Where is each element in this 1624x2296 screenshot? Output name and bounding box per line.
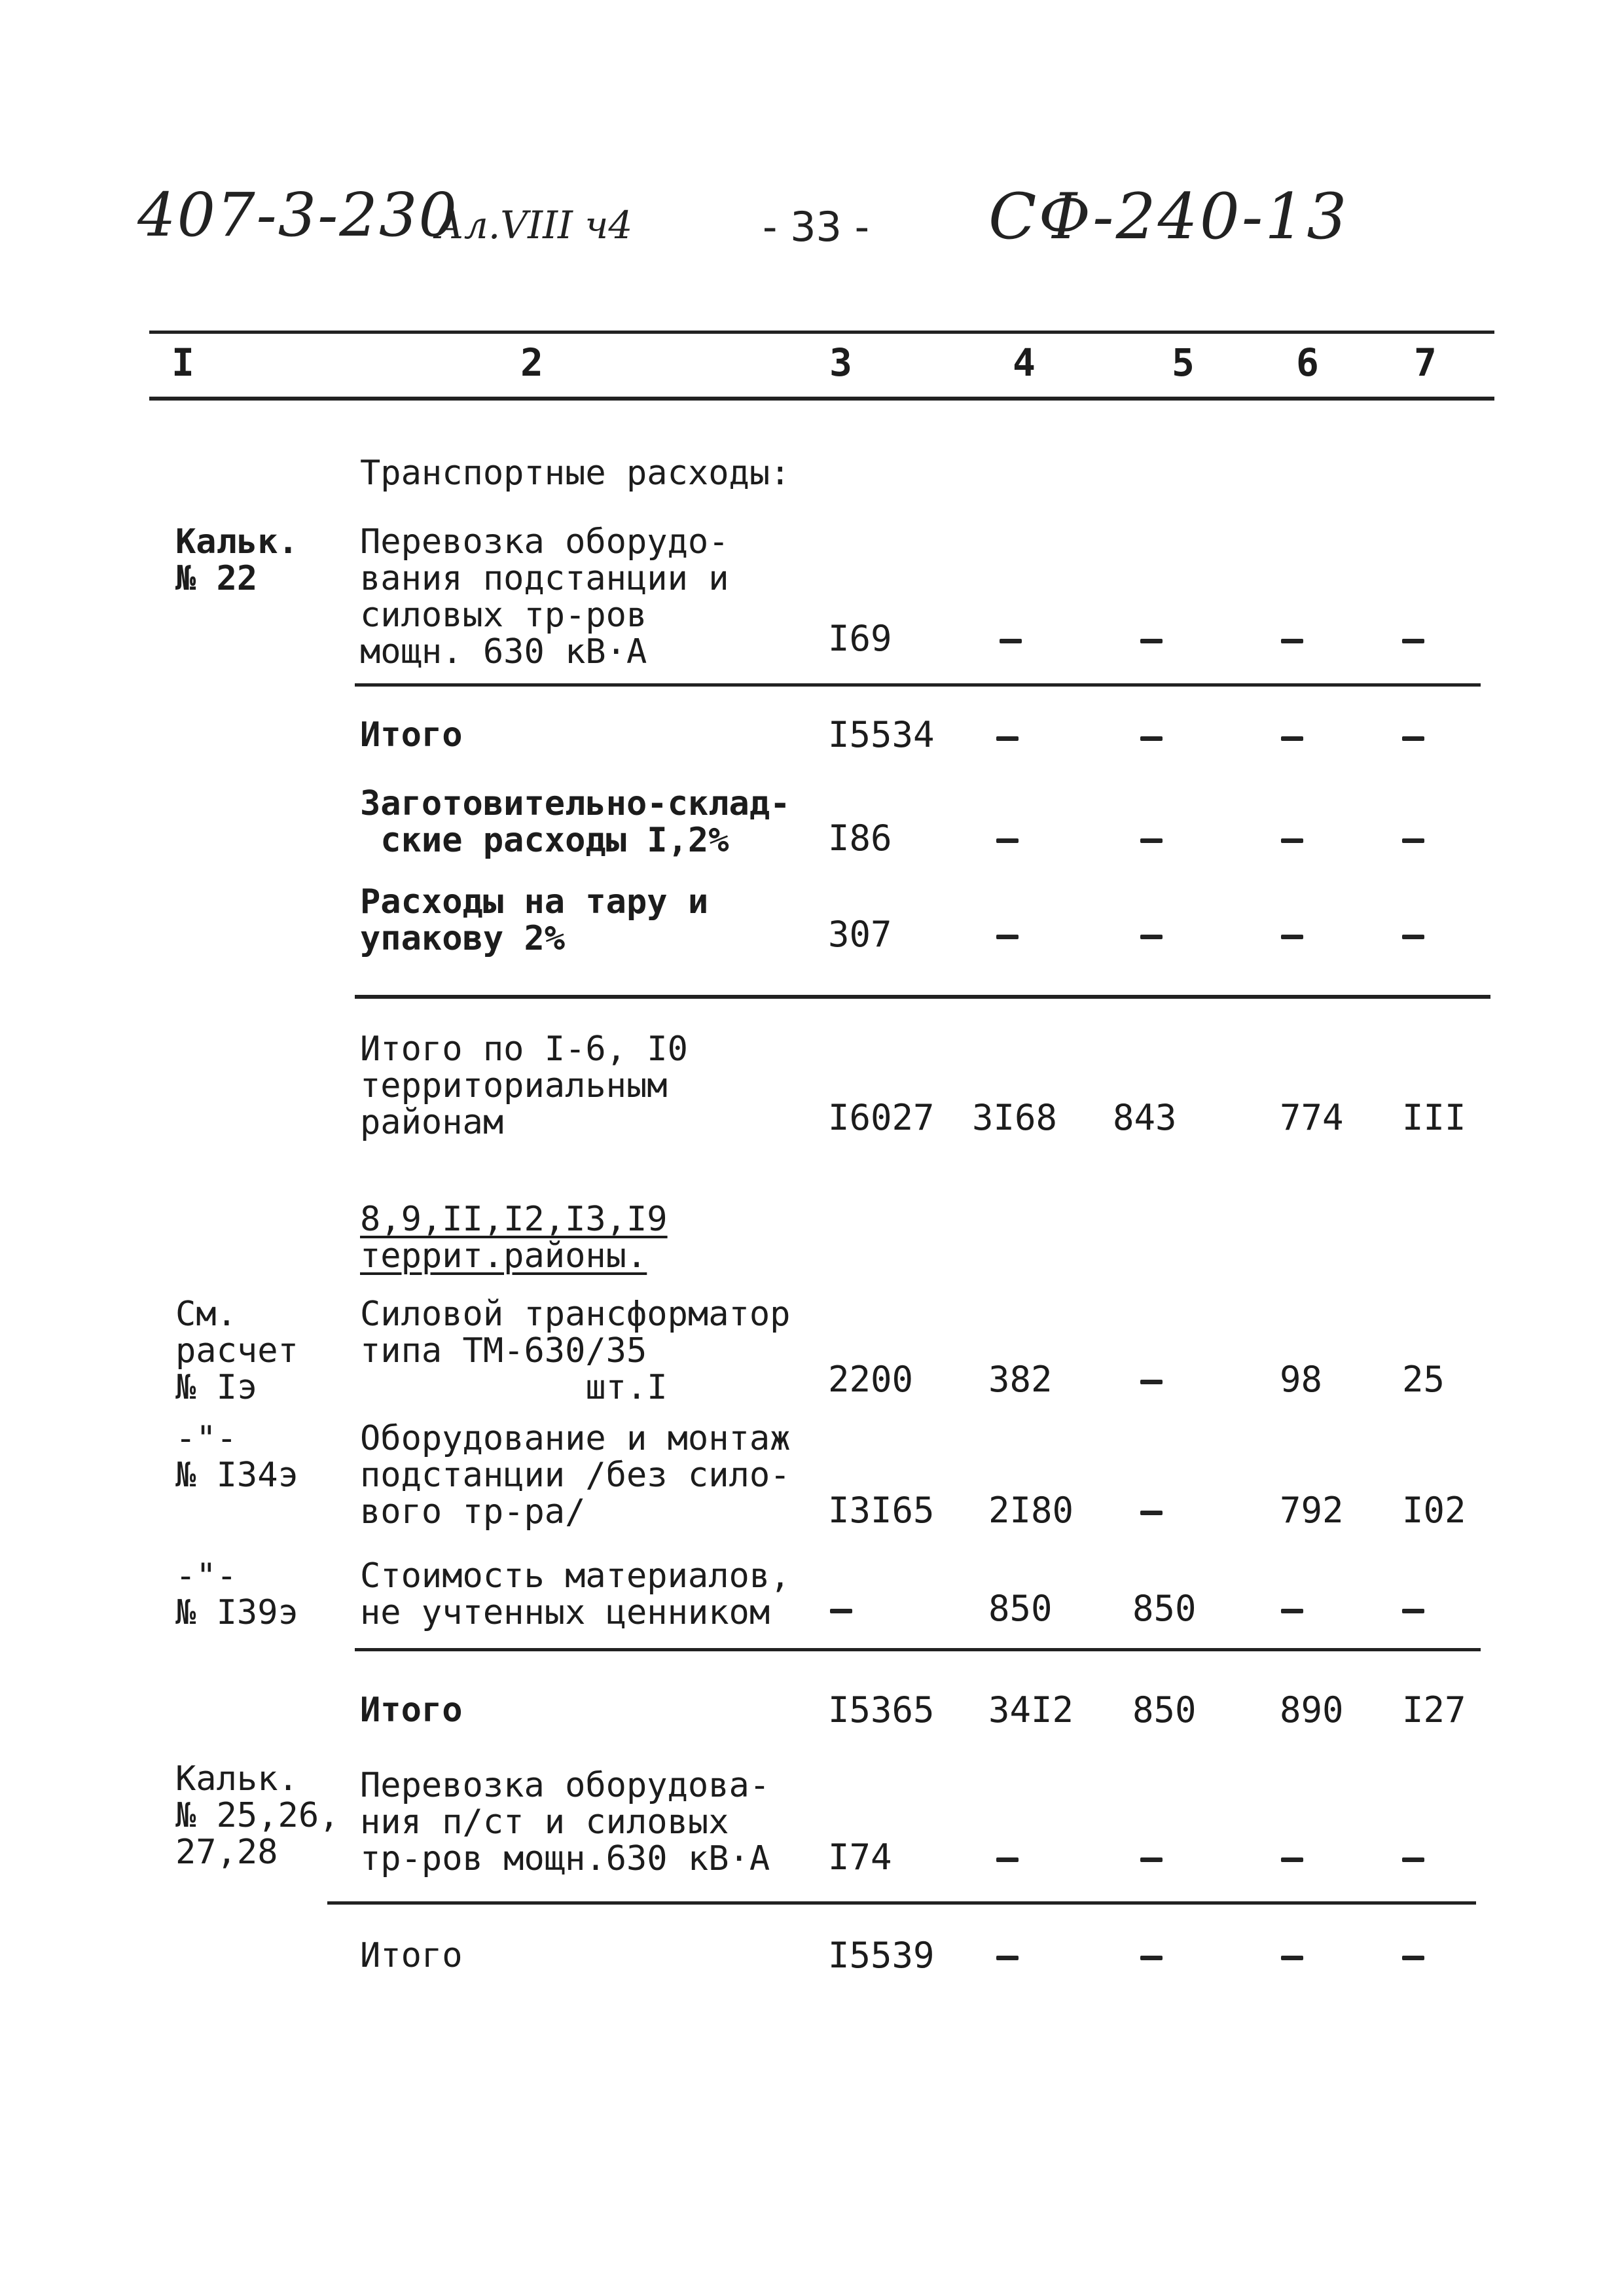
subtotal-rule	[355, 683, 1481, 687]
cell-col7: I02	[1402, 1490, 1466, 1531]
cell-col6: 890	[1280, 1689, 1344, 1731]
row-description: Силовой трансформатор типа ТМ-630/35 шт.I	[360, 1295, 791, 1407]
cell-col4-dash	[996, 736, 1019, 741]
cell-col5-dash	[1140, 1511, 1163, 1515]
cell-col6-dash	[1281, 1956, 1303, 1960]
cell-col6-dash	[1281, 1609, 1303, 1613]
row-description: Перевозка оборудо- вания подстанции и силовых тр-ров мощн. 630 кВ·А	[360, 522, 729, 672]
column-header-6: 6	[1296, 340, 1319, 385]
cell-col4-dash	[996, 935, 1019, 939]
cell-col4: 382	[988, 1359, 1053, 1400]
subtotal-rule	[327, 1901, 1476, 1905]
cell-col7-dash	[1402, 935, 1424, 939]
cell-col7-dash	[1402, 1609, 1424, 1613]
cell-col5-dash	[1140, 1956, 1163, 1960]
cell-col4: 2I80	[988, 1490, 1074, 1531]
cell-col5-dash	[1140, 1380, 1163, 1384]
row-reference: -"- № I34э	[175, 1419, 298, 1495]
cell-col7: I27	[1402, 1689, 1466, 1731]
cell-col4: 34I2	[988, 1689, 1074, 1731]
row-description: Заготовительно-склад- ские расходы I,2%	[360, 784, 791, 860]
subtotal-rule	[355, 995, 1490, 999]
row-description: Итого по I-6, I0 территориальным районам	[360, 1030, 688, 1142]
cell-col4-dash	[996, 1956, 1019, 1960]
cell-col7-dash	[1402, 1857, 1424, 1862]
row-description: Итого	[360, 1936, 463, 1975]
column-header-1: I	[171, 340, 194, 385]
section-title-transport: Транспортные расходы:	[360, 454, 791, 493]
cell-col7: 25	[1402, 1359, 1445, 1400]
document-code: 407-3-230	[137, 180, 458, 250]
cell-col5-dash	[1140, 736, 1163, 741]
cell-col6: 792	[1280, 1490, 1344, 1531]
row-reference: См. расчет № Iэ	[175, 1295, 298, 1407]
column-header-2: 2	[520, 340, 543, 385]
row-reference: Кальк. № 25,26, 27,28	[175, 1759, 340, 1872]
cell-col6: 774	[1280, 1097, 1344, 1138]
cell-col7-dash	[1402, 736, 1424, 741]
cell-col3: I6027	[828, 1097, 935, 1138]
row-reference: Кальк. № 22	[175, 522, 298, 598]
sheet-reference: Ал.VIII ч4	[435, 203, 633, 247]
cell-col4-dash	[1000, 639, 1022, 643]
cell-col3-dash	[830, 1609, 852, 1613]
page-number: - 33 -	[763, 203, 870, 251]
cell-col5: 843	[1113, 1097, 1177, 1138]
cell-col4: 3I68	[972, 1097, 1058, 1138]
cell-col5-dash	[1140, 838, 1163, 843]
cell-col3: I74	[828, 1837, 892, 1878]
cell-col3: 307	[828, 914, 892, 955]
row-description: Стоимость материалов, не учтенных ценником	[360, 1556, 791, 1632]
cell-col3: I86	[828, 817, 892, 859]
cell-col3: I5365	[828, 1689, 935, 1731]
row-description: Оборудование и монтаж подстанции /без сило- вого тр-ра/	[360, 1419, 791, 1532]
cell-col3: I69	[828, 618, 892, 659]
cell-col4-dash	[996, 1857, 1019, 1862]
cell-col6: 98	[1280, 1359, 1323, 1400]
cell-col5-dash	[1140, 639, 1163, 643]
row-reference: -"- № I39э	[175, 1556, 298, 1632]
cell-col4: 850	[988, 1588, 1053, 1629]
table-header-rule	[149, 397, 1494, 401]
cell-col4-dash	[996, 838, 1019, 843]
cell-col3: I3I65	[828, 1490, 935, 1531]
cell-col6-dash	[1281, 935, 1303, 939]
cell-col5-dash	[1140, 935, 1163, 939]
column-header-5: 5	[1172, 340, 1195, 385]
cell-col3: I5534	[828, 714, 935, 755]
row-description: Расходы на тару и упакову 2%	[360, 882, 709, 958]
table-top-rule	[149, 331, 1494, 334]
document-designation: СФ-240-13	[988, 180, 1349, 253]
cell-col6-dash	[1281, 1857, 1303, 1862]
row-description: Итого	[360, 1691, 463, 1730]
cell-col5: 850	[1132, 1588, 1197, 1629]
column-header-7: 7	[1414, 340, 1437, 385]
cell-col7-dash	[1402, 639, 1424, 643]
cell-col6-dash	[1281, 639, 1303, 643]
cell-col6-dash	[1281, 838, 1303, 843]
row-description: Перевозка оборудова- ния п/ст и силовых тр-ров мощн.630 кВ·А	[360, 1766, 770, 1878]
column-header-3: 3	[829, 340, 852, 385]
cell-col3: I5539	[828, 1935, 935, 1976]
section-subtitle-districts: 8,9,II,I2,I3,I9 террит.районы.	[360, 1200, 668, 1276]
cell-col6-dash	[1281, 736, 1303, 741]
column-header-4: 4	[1013, 340, 1036, 385]
cell-col7: III	[1402, 1097, 1466, 1138]
row-description: Итого	[360, 715, 463, 755]
cell-col7-dash	[1402, 838, 1424, 843]
cell-col7-dash	[1402, 1956, 1424, 1960]
cell-col5-dash	[1140, 1857, 1163, 1862]
subtotal-rule	[355, 1648, 1481, 1651]
cell-col5: 850	[1132, 1689, 1197, 1731]
cell-col3: 2200	[828, 1359, 914, 1400]
